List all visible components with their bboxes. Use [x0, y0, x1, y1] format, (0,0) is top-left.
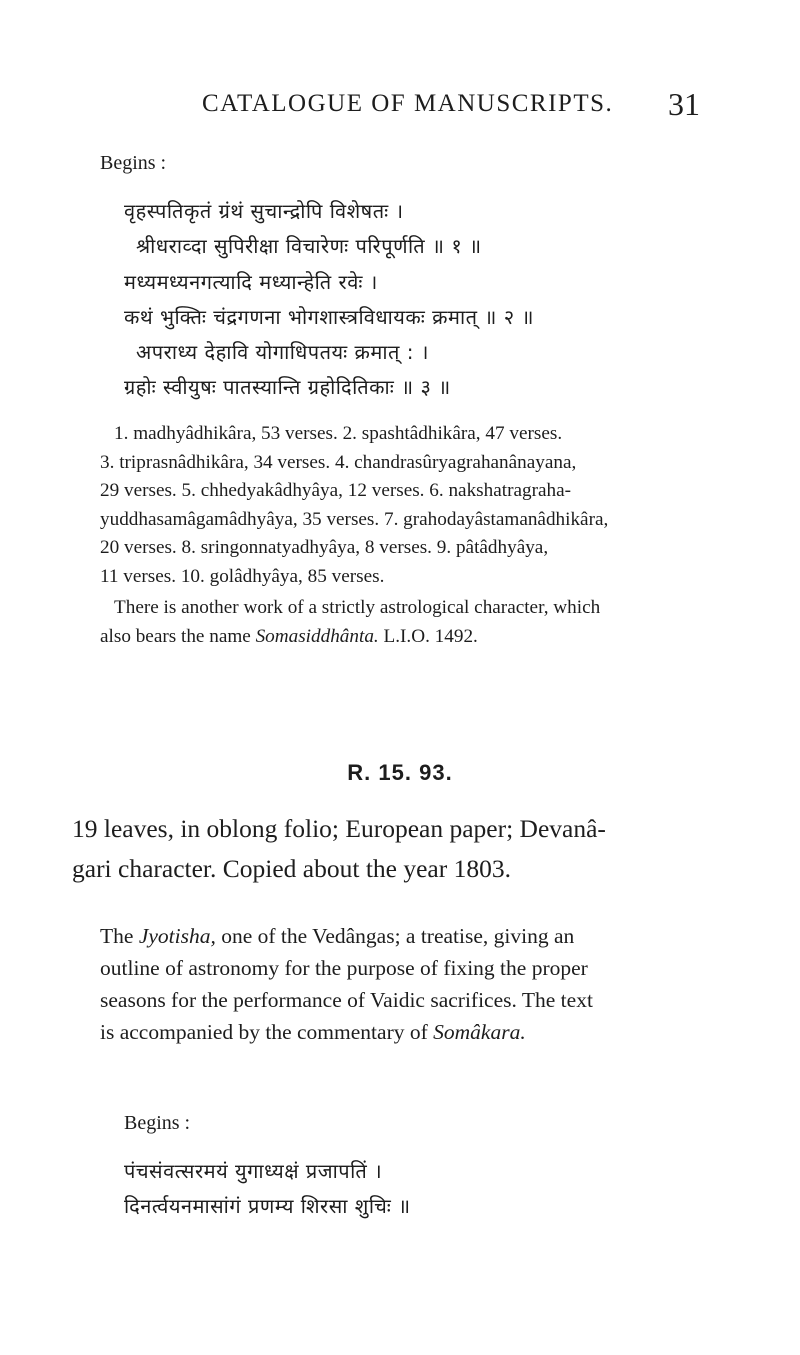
summary-line [100, 1016, 760, 1048]
chapter-list-line: 20 verses. 8. sringonnatyadhyâya, 8 verses. 9. pâtâdhyâya, [100, 537, 549, 558]
note-paragraph [100, 594, 732, 651]
manuscript-description [72, 809, 752, 889]
note-line: There is another work of a strictly astrological character, which [114, 597, 601, 618]
manuscript-id: R. 15. 93. [347, 760, 453, 785]
chapter-list-line: 1. madhyâdhikâra, 53 verses. 2. spashtâdhikâra, 47 verses. [114, 423, 563, 444]
chapter-list-line: 3. triprasnâdhikâra, 34 verses. 4. chandrasûryagrahanânayana, [100, 451, 577, 473]
description-line: gari character. Copied about the year 1803. [72, 854, 511, 883]
sanskrit-verse-line: श्रीधराव्दा सुपिरीक्षा विचारेणः परिपूर्णति ॥ १ ॥ [136, 234, 482, 258]
note-text: also bears the name [100, 625, 256, 647]
summary-line [100, 920, 760, 952]
sanskrit-verse-line: अपराध्य देहावि योगाधिपतयः क्रमात् : । [136, 340, 429, 364]
chapter-list-line: yuddhasamâgamâdhyâya, 35 verses. 7. grahodayâstamanâdhikâra, [100, 508, 609, 530]
note-reference: L.I.O. 1492. [378, 625, 478, 647]
summary-text: one of the Vedângas; a treatise, giving an [215, 924, 575, 948]
summary-paragraph [100, 920, 760, 1048]
sanskrit-verse-line: पंचसंवत्सरमयं युगाध्यक्षं प्रजापतिं । [124, 1159, 383, 1183]
description-line: 19 leaves, in oblong folio; European paper; Devanâ- [72, 814, 606, 843]
sanskrit-verse-line: मध्यमध्यनगत्यादि मध्यान्हेति रवेः । [124, 270, 378, 294]
sanskrit-verse-line: दिनर्त्वयनमासांगं प्रणम्य शिरसा शुचिः ॥ [124, 1194, 411, 1218]
begins-label: Begins : [124, 1112, 191, 1134]
page-header [0, 86, 800, 126]
summary-line: seasons for the performance of Vaidic sacrifices. The text [100, 988, 593, 1012]
work-title-italic: Jyotisha, [138, 924, 216, 948]
commentator-italic: Somâkara. [433, 1020, 526, 1044]
sanskrit-verse-line: कथं भुक्तिः चंद्रगणना भोगशास्त्रविधायकः क्रमात् ॥ २ ॥ [124, 305, 535, 329]
note-line [100, 623, 732, 652]
running-title: CATALOGUE OF MANUSCRIPTS. [202, 90, 614, 117]
page-number: 31 [668, 86, 700, 122]
summary-line: outline of astronomy for the purpose of fixing the proper [100, 956, 588, 980]
begins-label: Begins : [100, 152, 167, 174]
sanskrit-verse-line: वृहस्पतिकृतं ग्रंथं सुचान्द्रोपि विशेषतः । [124, 199, 404, 223]
chapter-list [100, 420, 732, 591]
work-title-italic: Somasiddhânta. [255, 625, 379, 647]
summary-text: The [100, 924, 139, 948]
sanskrit-verse-line: ग्रहोः स्वीयुषः पातस्यान्ति ग्रहोदितिकाः ॥ ३ ॥ [124, 375, 451, 399]
chapter-list-line: 11 verses. 10. golâdhyâya, 85 verses. [100, 565, 385, 587]
summary-text: is accompanied by the commentary of [100, 1020, 434, 1044]
chapter-list-line: 29 verses. 5. chhedyakâdhyâya, 12 verses. 6. nakshatragraha- [100, 480, 571, 501]
